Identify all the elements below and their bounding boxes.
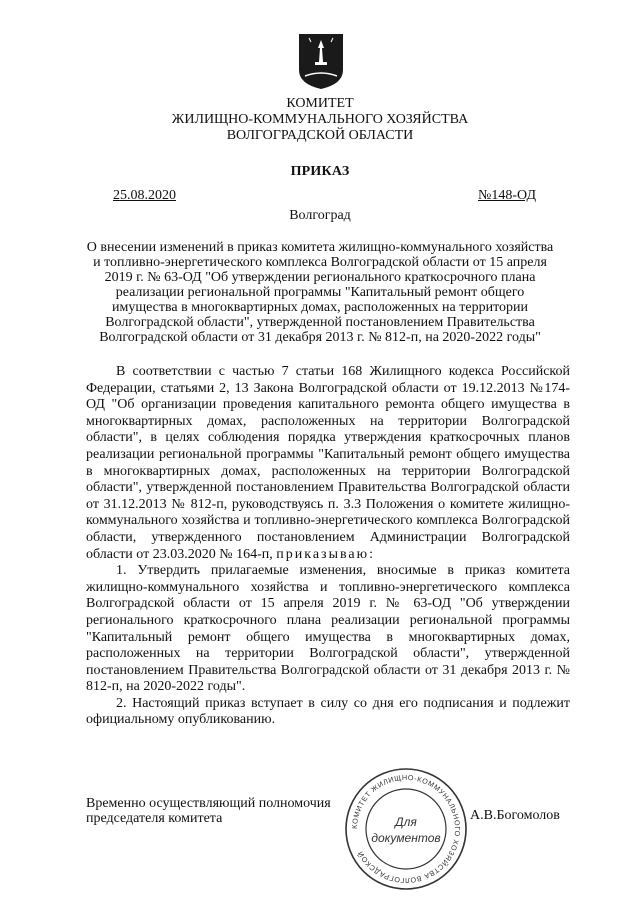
stamp-center-line-1: Для — [395, 815, 417, 829]
official-stamp — [343, 766, 469, 892]
order-word: приказываю: — [276, 546, 375, 562]
issuer-header — [60, 96, 580, 144]
stamp-center-line-2: документов — [371, 831, 441, 845]
volgograd-coat-of-arms-icon — [297, 32, 345, 90]
signatory-position — [86, 796, 331, 826]
order-subject: О внесении изменений в приказ комитета жилищно-коммунального хозяйства и топливно-энергетического комплекса Волгоградской области от 15 апреля 2019 г. № 63-ОД "Об утверждении регионального краткосрочного плана реализации региональной программы "Капитальный ремонт общего имущества в многоквартирных домах, расположенных на территории Волгоградской области", утвержденной постановлением Правительства Волгоградской области от 31 декабря 2013 г. № 812-п, на 2020-2022 годы" — [86, 240, 554, 345]
preamble-text: В соответствии с частью 7 статьи 168 Жилищного кодекса Российской Федерации, статьями 2, 13 Закона Волгоградской области от 19.12.2013 №174-ОД "Об организации проведения капитального ремонта общего имущества в многоквартирных домах, расположенных на территории Волгоградской области", в целях соблюдения порядка утверждения краткосрочных планов реализации региональной программы "Капитальный ремонт общего имущества в многоквартирных домах, расположенных на территории Волгоградской области", утвержденной постановлением Правительства Волгоградской области от 31.12.2013 № 812-п, руководствуясь п. 3.3 Положения о комитете жилищно-коммунального хозяйства и топливно-энергетического комплекса Волгоградской области, утвержденного постановлением Администрации Волгоградской области от 23.03.2020 № 164-п, — [86, 364, 570, 562]
signatory-position-line-1: Временно осуществляющий полномочия — [86, 796, 331, 811]
stamp-ring-text: КОМИТЕТ ЖИЛИЩНО-КОММУНАЛЬНОГО ХОЗЯЙСТВА ВОЛГОГРАДСКОЙ — [349, 772, 463, 886]
order-number: №148-ОД — [478, 188, 536, 203]
issuer-line-1: КОМИТЕТ — [286, 96, 354, 111]
order-city: Волгоград — [289, 208, 351, 223]
order-date: 25.08.2020 — [113, 188, 176, 203]
item-2-paragraph: 2. Настоящий приказ вступает в силу со дня его подписания и подлежит официальному опубликованию. — [86, 695, 570, 728]
order-title: ПРИКАЗ — [290, 164, 350, 179]
issuer-line-3: ВОЛГОГРАДСКОЙ ОБЛАСТИ — [226, 128, 414, 143]
issuer-line-2: ЖИЛИЩНО-КОММУНАЛЬНОГО ХОЗЯЙСТВА — [171, 112, 469, 127]
order-body — [86, 364, 570, 729]
preamble-paragraph — [86, 364, 570, 563]
signatory-name: А.В.Богомолов — [470, 808, 560, 823]
item-1-paragraph: 1. Утвердить прилагаемые изменения, вносимые в приказ комитета жилищно-коммунального хозяйства и топливно-энергетического комплекса Волгоградской области от 15 апреля 2019 г. № 63-ОД "Об утверждении регионального краткосрочного плана реализации региональной программы "Капитальный ремонт общего имущества в многоквартирных домах, расположенных на территории Волгоградской области", утвержденной постановлением Правительства Волгоградской области от 31 декабря 2013 г. № 812-п, на 2020-2022 годы". — [86, 563, 570, 695]
signatory-position-line-2: председателя комитета — [86, 811, 223, 826]
